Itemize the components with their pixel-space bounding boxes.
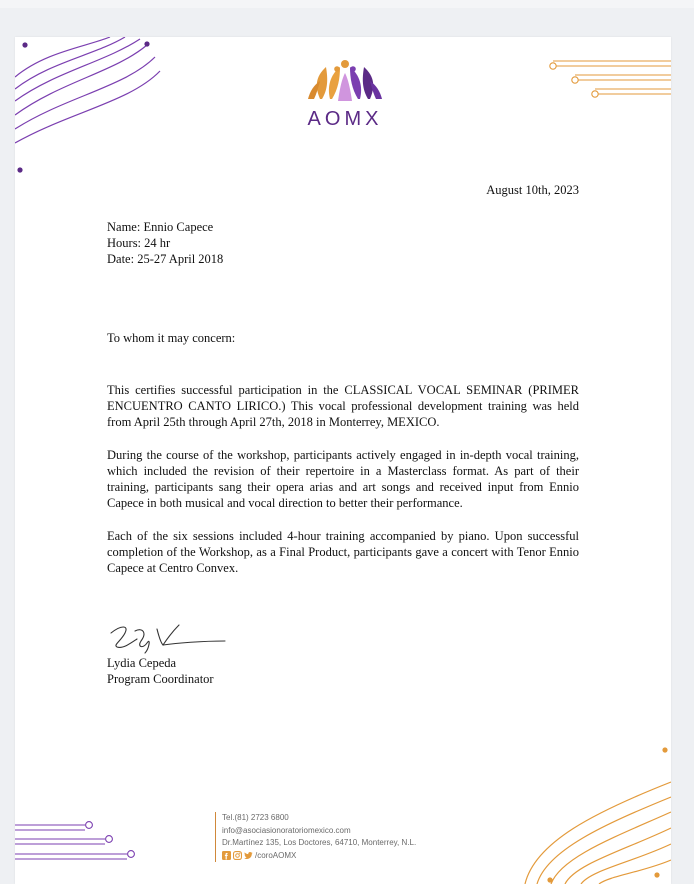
lotus-logo-icon	[300, 55, 390, 103]
paragraph-certification: This certifies successful participation in the CLASSICAL VOCAL SEMINAR (PRIMER ENCUENTRO CANTO LIRICO.) This vocal professional development training was held from April 25th through April 27th, 2018 in Monterrey, MEXICO.	[107, 383, 579, 429]
twitter-icon	[244, 851, 253, 860]
purple-wave-decoration-top-left	[15, 37, 165, 177]
salutation: To whom it may concern:	[107, 331, 236, 345]
org-name: AOMX	[307, 108, 383, 130]
top-strip	[0, 0, 694, 8]
signer-block	[107, 655, 214, 687]
letter-date: August 10th, 2023	[486, 183, 579, 197]
handwritten-signature	[107, 619, 237, 655]
contact-footer	[215, 812, 416, 862]
footer-social	[222, 850, 416, 863]
signer-name: Lydia Cepeda	[107, 656, 177, 670]
footer-address: Dr.Martínez 135, Los Doctores, 64710, Monterrey, N.L.	[222, 838, 417, 847]
orange-wave-decoration-bottom-right	[515, 742, 671, 884]
signer-title: Program Coordinator	[107, 672, 214, 686]
aomx-logo	[285, 55, 405, 131]
paragraph-workshop: During the course of the workshop, participants actively engaged in in-depth vocal training, which included the revision of their repertoire in a Masterclass format. As part of their training, participants sang their opera arias and art songs and received input from Ennio Capece in both musical and vocal direction to better their performance.	[107, 448, 579, 510]
footer-email: info@asociasionoratoriomexico.com	[222, 825, 351, 835]
participant-info	[107, 219, 223, 267]
hours-line: Hours: 24 hr	[107, 236, 171, 250]
purple-lines-decoration-bottom-left	[15, 817, 145, 867]
instagram-icon	[233, 851, 242, 860]
paragraph-sessions: Each of the six sessions included 4-hour training accompanied by piano. Upon successful completion of the Workshop, as a Final Product, participants gave a concert with Tenor Ennio Capece at Centro Convex.	[107, 529, 579, 575]
orange-lines-decoration-top-right	[543, 55, 671, 105]
name-line: Name: Ennio Capece	[107, 220, 214, 234]
letter-page	[15, 37, 671, 884]
footer-phone: Tel.(81) 2723 6800	[222, 813, 289, 822]
footer-social-handle: /coroAOMX	[255, 850, 297, 860]
date-line: Date: 25-27 April 2018	[107, 252, 224, 266]
facebook-icon	[222, 851, 231, 860]
